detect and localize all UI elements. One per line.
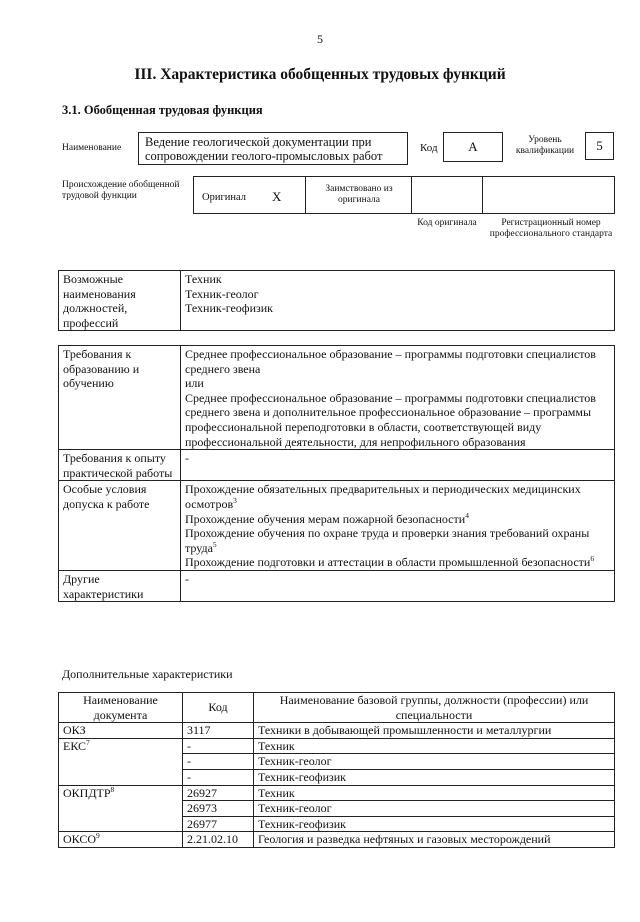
original-mark: Х xyxy=(272,189,282,204)
positions-table xyxy=(58,270,615,331)
footnote-ref: 5 xyxy=(212,539,217,549)
original-label: Оригинал xyxy=(202,192,246,203)
additional-title: Дополнительные характеристики xyxy=(62,667,233,681)
subsection-title: 3.1. Обобщенная трудовая функция xyxy=(62,103,263,117)
position-item: Техник-геолог xyxy=(185,286,259,301)
education-line: Среднее профессиональное образование – программы подготовки специалистов среднего звена и дополнительное профессиональное образование – программы профессиональной переподготовки в области, соответствующей виду профессиональной деятельности, для непрофильного образования xyxy=(185,390,596,449)
positions-label: Возможные наименования должностей, профессий xyxy=(59,271,181,331)
position-item: Техник xyxy=(185,272,222,286)
name-cell: Техник xyxy=(254,738,615,754)
origin-code-label: Код оригинала xyxy=(417,218,477,228)
footnote-ref: 4 xyxy=(465,510,469,520)
education-value xyxy=(181,346,615,450)
name-cell: Геология и разведка нефтяных и газовых месторождений xyxy=(254,832,615,848)
footnote-ref: 6 xyxy=(590,554,595,564)
admission-item: Прохождение обучения по охране труда и проверки знания требований охраны труда$^5$ xyxy=(185,526,590,555)
name-cell: Техник xyxy=(254,785,615,801)
position-item: Техник-геофизик xyxy=(185,301,273,316)
code-cell: 3117 xyxy=(183,723,254,739)
code-cell: 2.21.02.10 xyxy=(183,832,254,848)
header-doc: Наименование документа xyxy=(59,693,183,723)
education-line: Среднее профессиональное образование – программы подготовки специалистов среднего звена xyxy=(185,347,596,376)
reg-number-label: Регистрационный номер профессионального стандарта xyxy=(489,218,613,239)
positions-values xyxy=(181,271,615,331)
doc-cell: ЕКС$^7$ xyxy=(59,738,183,785)
header-code: Код xyxy=(183,693,254,723)
doc-cell: ОКЗ xyxy=(59,723,183,739)
reg-number-cell xyxy=(483,177,614,213)
code-cell: - xyxy=(183,769,254,785)
level-value: 5 xyxy=(585,132,614,160)
origin-label: Происхождение обобщенной трудовой функции xyxy=(62,180,180,201)
admission-label: Особые условия допуска к работе xyxy=(59,481,181,571)
name-label: Наименование xyxy=(62,143,122,153)
code-cell: 26927 xyxy=(183,785,254,801)
section-title: III. Характеристика обобщенных трудовых функций xyxy=(134,66,506,83)
code-value: А xyxy=(443,132,503,162)
doc-cell: ОКПДТР$^8$ xyxy=(59,785,183,832)
admission-item: Прохождение подготовки и аттестации в области промышленной безопасности$^6$ xyxy=(185,554,595,570)
code-label: Код xyxy=(420,142,438,154)
code-cell: 26973 xyxy=(183,801,254,817)
table-row xyxy=(59,832,615,848)
other-label: Другие характеристики xyxy=(59,570,181,601)
requirements-table xyxy=(58,345,615,602)
name-cell: Техник-геолог xyxy=(254,754,615,770)
admission-item: Прохождение обучения мерам пожарной безопасности$^4$ xyxy=(185,510,469,526)
header-name: Наименование базовой группы, должности (профессии) или специальности xyxy=(254,693,615,723)
other-value: - xyxy=(181,570,615,601)
experience-label: Требования к опыту практической работы xyxy=(59,450,181,481)
name-cell: Техник-геофизик xyxy=(254,769,615,785)
borrowed-label: Заимствовано из оригинала xyxy=(325,184,393,205)
footnote-ref: 9 xyxy=(96,831,100,841)
name-cell: Техники в добывающей промышленности и металлургии xyxy=(254,723,615,739)
additional-table xyxy=(58,692,615,848)
footnote-ref: 7 xyxy=(86,737,90,747)
level-label: Уровень квалификации xyxy=(515,135,575,156)
admission-value xyxy=(181,481,615,571)
page-number: 5 xyxy=(317,32,323,46)
doc-cell: ОКСО$^9$ xyxy=(59,832,183,848)
footnote-ref: 8 xyxy=(110,784,115,794)
table-row xyxy=(59,723,615,739)
code-cell: - xyxy=(183,754,254,770)
origin-box xyxy=(193,176,615,214)
table-row xyxy=(59,785,615,801)
function-name-value: Ведение геологической документации при сопровождении геолого-промысловых работ xyxy=(138,132,408,165)
code-cell: 26977 xyxy=(183,816,254,832)
name-cell: Техник-геофизик xyxy=(254,816,615,832)
original-cell xyxy=(194,177,306,213)
experience-value: - xyxy=(181,450,615,481)
table-row xyxy=(59,738,615,754)
footnote-ref: 3 xyxy=(233,495,237,505)
name-cell: Техник-геолог xyxy=(254,801,615,817)
education-line: или xyxy=(185,376,204,391)
origin-code-cell xyxy=(412,177,483,213)
code-cell: - xyxy=(183,738,254,754)
admission-item: Прохождение обязательных предварительных и периодических медицинских осмотров$^3$ xyxy=(185,482,581,511)
education-label: Требования к образованию и обучению xyxy=(59,346,181,450)
